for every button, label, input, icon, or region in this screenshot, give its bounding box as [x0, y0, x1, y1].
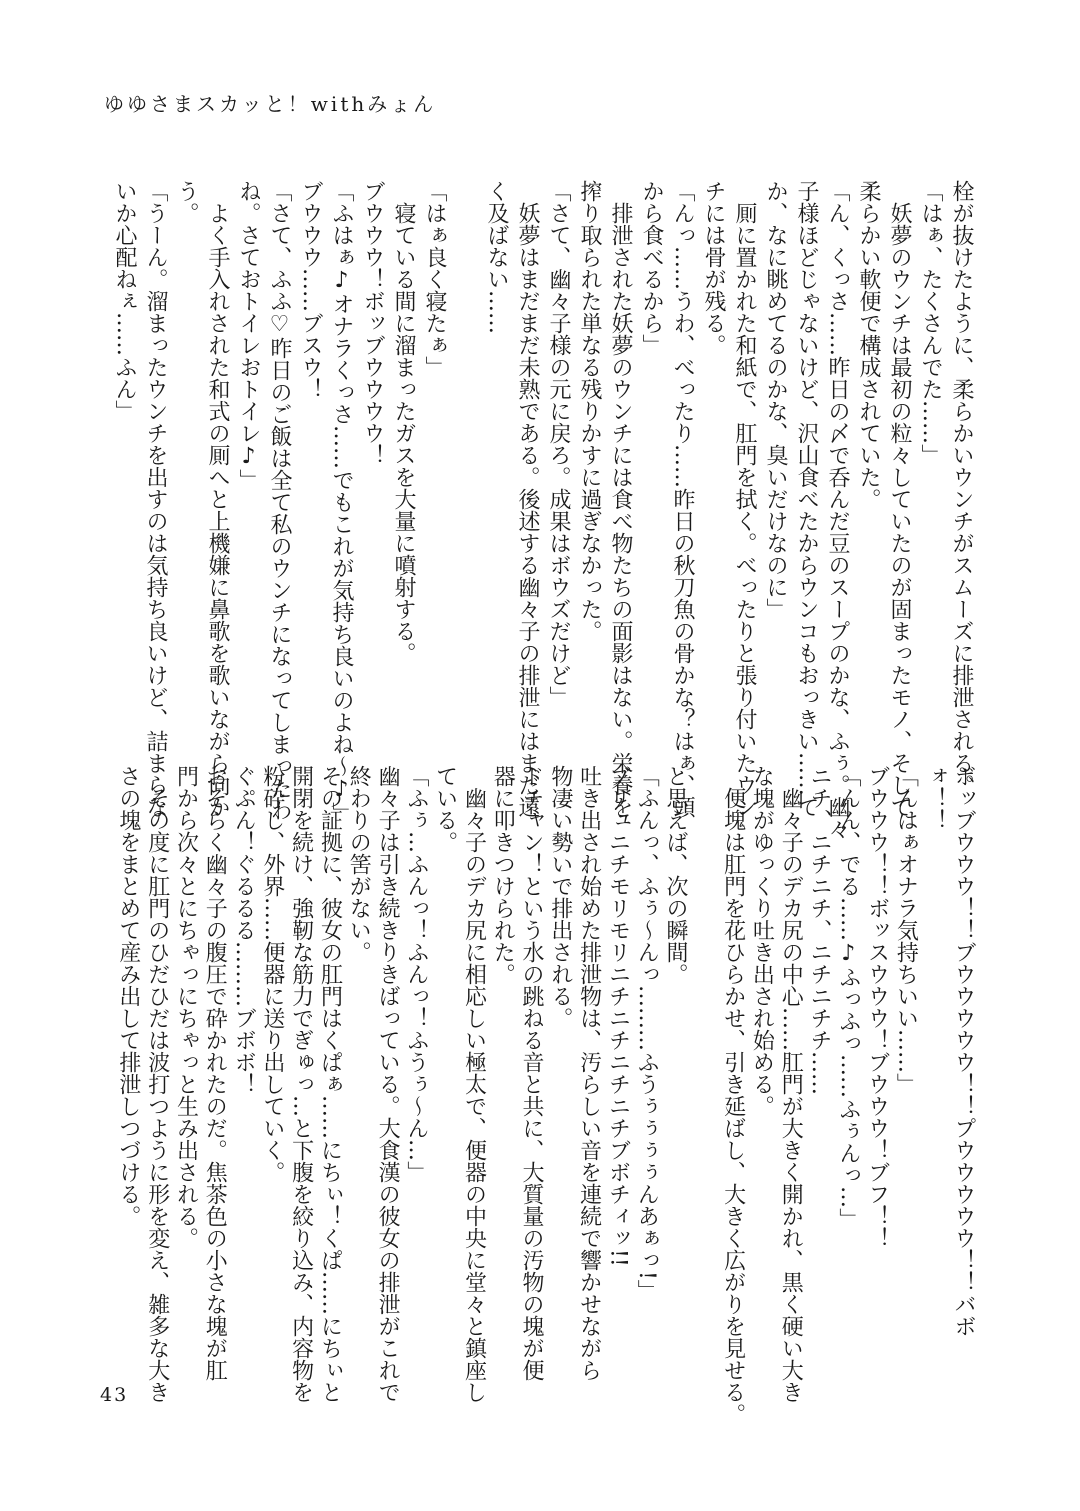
- text-line: 便塊は肛門を花ひらかせ、引き延ばし、大きく広がりを見せる。: [720, 765, 746, 1425]
- text-line: ブウウウ！ボッブウウウウ！: [360, 180, 385, 466]
- text-line: その度に肛門のひだひだは波打つように形を変え、雑多な大き: [144, 765, 170, 1403]
- text-line: 吐き出され始めた排泄物は、汚らしい音を連続で響かせながら: [576, 765, 602, 1381]
- text-line: 「はぁ良く寝たぁ」: [422, 180, 447, 378]
- text-line: 寝ている間に溜まったガスを大量に噴射する。: [391, 180, 416, 664]
- text-line: いか心配ねぇ……ふん」: [112, 180, 137, 422]
- text-line: 「んはぁオナラ気持ちいい……」: [893, 765, 919, 1095]
- text-line: う。: [174, 180, 199, 224]
- text-block-top: [109, 180, 977, 840]
- text-line: 幽々子のデカ尻に相応しい極太で、便器の中央に堂々と鎮座し: [461, 765, 487, 1403]
- text-line: 「ん、くっさ……昨日の〆で呑んだ豆のスープのかな、ふぅ。幽々: [825, 180, 850, 840]
- text-line: 幽々子のデカ尻の中心……肛門が大きく開かれ、黒く硬い大き: [778, 765, 804, 1403]
- text-line: 終わりの筈がない。: [346, 765, 372, 963]
- text-line: 開閉を続け、強靭な筋力でぎゅっ…と下腹を絞り込み、内容物を: [288, 765, 314, 1403]
- text-line: 排泄された妖夢のウンチには食べ物たちの面影はない。栄養を: [608, 180, 633, 818]
- text-line: 搾り取られた単なる残りかすに過ぎなかった。: [577, 180, 602, 642]
- text-line: 柔らかい軟便で構成されていた。: [856, 180, 881, 510]
- text-line: 「ふぅ…ふんっ！ふんっ！ふうぅ～ん…」: [403, 765, 429, 1183]
- text-line: か、なに眺めてるのかな、臭いだけなのに」: [763, 180, 788, 620]
- text-line: 「さて、ふふ♡昨日のご飯は全て私のウンチになってしまったわ: [267, 180, 292, 821]
- text-line: ブリュニチモリモリニチニチニチニチブボチィッ!!: [605, 765, 631, 1267]
- text-line: [450, 180, 481, 760]
- text-line: ている。: [432, 765, 458, 853]
- text-line: ブウウウ！！ボッスウウウ！ブウウウ！ブフ！！: [864, 765, 890, 1249]
- text-line: 栓が抜けたように、柔らかいウンチがスムーズに排泄される。: [949, 180, 974, 796]
- page-number: 43: [100, 1384, 129, 1406]
- text-line: 粉砕し、外界……便器に送り出していく。: [259, 765, 285, 1183]
- text-line: 妖夢のウンチは最初の粒々していたのが固まったモノ、そして: [887, 180, 912, 818]
- running-head-title: ゆゆさまスカッと！withみょん: [104, 92, 437, 116]
- text-line: おそらく幽々子の腹圧で砕かれたのだ。焦茶色の小さな塊が肛: [202, 765, 228, 1381]
- text-line: その証拠に、彼女の肛門はくぱぁ……にちぃ！くぱ……にちぃと: [317, 765, 343, 1403]
- text-line: [689, 765, 718, 1385]
- text-line: 「んん、でる……♪ふっふっ……ふぅんっ…」: [835, 765, 861, 1230]
- text-line: 物凄い勢いで排出される。: [547, 765, 573, 1029]
- text-line: 幽々子は引き続きりきばっている。大食漢の彼女の排泄がこれで: [375, 765, 401, 1403]
- text-line: ォ！！: [922, 765, 948, 831]
- text-line: ボッブウウウ！！ブウウウウウ！！プウウウウウ！！バボ: [951, 765, 976, 1337]
- text-line: 門から次々とにちゃっにちゃっと生み出される。: [173, 765, 199, 1249]
- text-line: ブウウウ……ブスウ！: [298, 180, 323, 400]
- text-line: 子様ほどじゃないけど、沢山食べたからウンコもおっきい……て: [794, 180, 819, 818]
- text-line: 「んっ……うわ、べったり……昨日の秋刀魚の骨かな？はぁ、頭: [670, 180, 695, 818]
- text-line: ドチャン！という水の跳ねる音と共に、大質量の汚物の塊が便: [519, 765, 545, 1381]
- text-line: から食べるから」: [639, 180, 664, 356]
- text-line: さの塊をまとめて産み出して排泄しつづける。: [115, 765, 141, 1227]
- text-line: く及ばない……: [484, 180, 509, 334]
- text-line: 「うーん。溜まったウンチを出すのは気持ち良いけど、詰まらな: [143, 180, 168, 818]
- text-line: よく手入れされた和式の厠へと上機嫌に鼻歌を歌いながら向か: [205, 180, 230, 818]
- text-line: な塊がゆっくり吐き出され始める。: [749, 765, 775, 1117]
- text-line: ね。さておトイレおトイレ♪」: [236, 180, 261, 491]
- text-line: 「はぁ、たくさんでた……」: [918, 180, 943, 466]
- text-line: 「ふんっ、ふぅ～んっ………ふうぅぅぅぅんあぁっ!」: [634, 765, 660, 1302]
- text-line: 「さて、幽々子様の元に戻ろ。成果はボウズだけど」: [546, 180, 571, 708]
- text-line: 厠に置かれた和紙で、肛門を拭く。べったりと張り付いたウン: [732, 180, 757, 818]
- text-line: ニチ、ニチニチ、ニチニチチ……: [807, 765, 833, 1095]
- text-line: 「ふはぁ♪オナラくっさ……でもこれが気持ち良いのよね～♪」: [329, 180, 354, 824]
- text-line: 器に叩きつけられた。: [490, 765, 516, 985]
- text-line: 妖夢はまだまだ未熟である。後述する幽々子の排泄にはまだ遠: [515, 180, 540, 818]
- text-line: ぐぷん！ぐるるる………ブボボ！: [231, 765, 257, 1095]
- text-line: と思えば、次の瞬間。: [663, 765, 689, 985]
- text-line: チには骨が残る。: [701, 180, 726, 356]
